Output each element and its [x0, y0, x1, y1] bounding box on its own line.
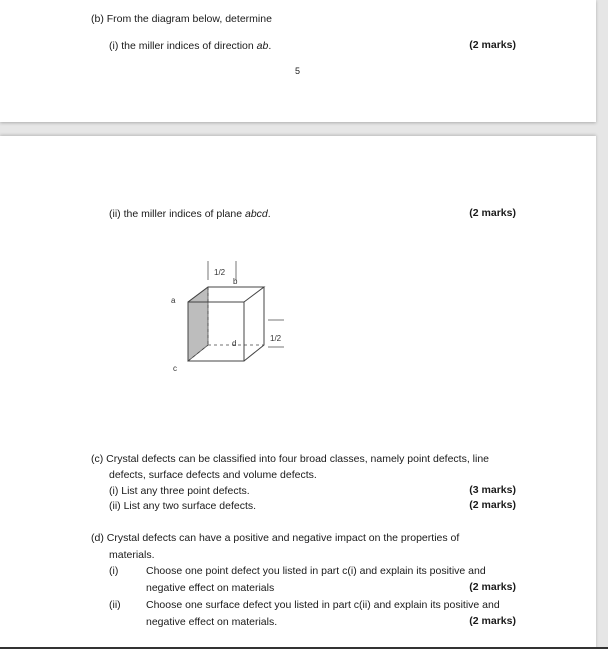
question-d-i-line1: Choose one point defect you listed in part c(i) and explain its positive and	[146, 565, 486, 577]
label-b: b	[233, 277, 238, 286]
question-c-line2: defects, surface defects and volume defects.	[109, 469, 317, 481]
question-b-part-ii: (ii) the miller indices of plane abcd.	[109, 208, 271, 220]
question-d-i-line2: negative effect on materials	[146, 582, 275, 594]
part-i-var: ab	[256, 40, 269, 52]
question-c-item2-marks: (2 marks)	[469, 499, 516, 511]
part-ii-marks: (2 marks)	[469, 207, 516, 219]
cube-right-face	[244, 287, 264, 361]
question-d-line1: (d) Crystal defects can have a positive and negative impact on the properties of	[91, 532, 460, 544]
cube-diagram	[160, 258, 300, 378]
question-d-ii-line1: Choose one surface defect you listed in part c(ii) and explain its positive and	[146, 599, 500, 611]
question-d-ii-line2: negative effect on materials.	[146, 616, 278, 628]
question-c-item1: (i) List any three point defects.	[109, 485, 250, 497]
question-b-intro: (b) From the diagram below, determine	[91, 13, 272, 25]
label-a: a	[171, 296, 176, 305]
question-d-ii-label: (ii)	[109, 599, 121, 611]
page-number: 5	[295, 66, 301, 76]
question-d-i-marks: (2 marks)	[469, 581, 516, 593]
label-d: d	[232, 339, 237, 348]
question-c-item1-marks: (3 marks)	[469, 484, 516, 496]
question-d-line2: materials.	[109, 549, 155, 561]
label-c: c	[173, 364, 177, 373]
label-top-half: 1/2	[214, 268, 226, 277]
question-c-line1: (c) Crystal defects can be classified into four broad classes, namely point defects, line	[91, 453, 490, 465]
question-c-item2: (ii) List any two surface defects.	[109, 500, 257, 512]
question-d-i-label: (i)	[109, 565, 119, 577]
label-right-half: 1/2	[270, 334, 282, 343]
shaded-plane-abcd	[188, 287, 208, 361]
part-ii-var: abcd	[244, 208, 268, 220]
question-d-ii-marks: (2 marks)	[469, 615, 516, 627]
question-b-part-i: (i) the miller indices of direction ab.	[109, 40, 272, 52]
part-i-marks: (2 marks)	[469, 39, 516, 51]
document-page-1	[0, 0, 596, 122]
part-ii-text: (ii) the miller indices of plane	[109, 208, 245, 220]
part-i-text: (i) the miller indices of direction	[109, 40, 257, 52]
